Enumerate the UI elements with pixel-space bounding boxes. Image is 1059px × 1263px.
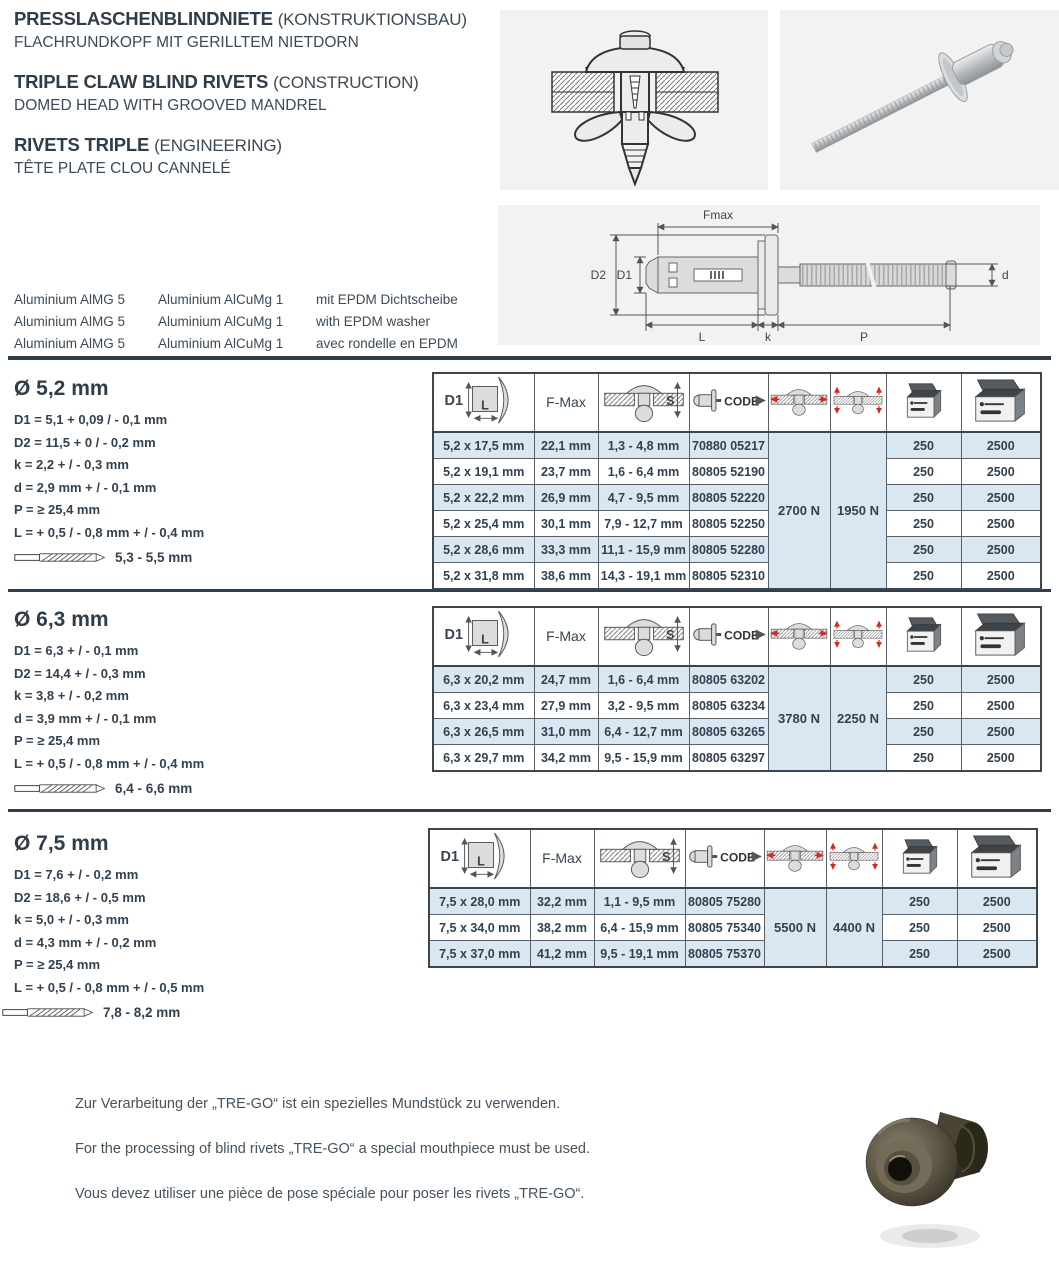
size-cell: 6,3 x 29,7 mm <box>433 745 534 772</box>
grip-cell: 11,1 - 15,9 mm <box>598 537 689 563</box>
tensile-strength-icon <box>832 619 884 649</box>
fmax-cell: 30,1 mm <box>534 511 598 537</box>
spec-line: k = 3,8 + / - 0,2 mm <box>14 688 129 703</box>
table-row <box>433 537 1041 563</box>
shear-strength-icon <box>769 384 829 416</box>
grip-cell: 4,7 - 9,5 mm <box>598 485 689 511</box>
small-box-qty-cell: 250 <box>882 915 957 941</box>
code-cell: 80805 63234 <box>689 693 768 719</box>
large-box-column-header <box>961 373 1041 432</box>
code-cell: 80805 63202 <box>689 666 768 693</box>
tensile-column-header <box>830 373 886 432</box>
large-box-qty-cell: 2500 <box>961 459 1041 485</box>
table-row <box>429 888 1037 915</box>
rivet-table-7-5 <box>428 828 1038 968</box>
small-box-qty-cell: 250 <box>886 432 961 459</box>
drill-bit-icon <box>14 550 106 565</box>
table-row <box>433 432 1041 459</box>
small-box-qty-cell: 250 <box>882 941 957 968</box>
tensile-strength-cell: 2250 N <box>830 666 886 771</box>
spec-line: D2 = 18,6 + / - 0,5 mm <box>14 889 146 905</box>
large-box-icon <box>968 834 1026 879</box>
grip-cell: 6,4 - 15,9 mm <box>594 915 685 941</box>
drill-range-label: 5,3 - 5,5 mm <box>115 550 193 565</box>
large-box-qty-cell: 2500 <box>961 537 1041 563</box>
rivet-table-6-3 <box>432 606 1042 772</box>
drill-range-label: 6,4 - 6,6 mm <box>115 781 193 796</box>
installed-rivet-illustration <box>500 10 768 190</box>
size-cell: 6,3 x 20,2 mm <box>433 666 534 693</box>
section-divider <box>8 809 1051 812</box>
drill-bit-icon <box>14 781 106 796</box>
grip-cell: 14,3 - 19,1 mm <box>598 563 689 590</box>
fmax-cell: 24,7 mm <box>534 666 598 693</box>
size-cell: 5,2 x 22,2 mm <box>433 485 534 511</box>
spec-line: k = 5,0 + / - 0,3 mm <box>14 912 129 927</box>
table-row <box>433 666 1041 693</box>
small-box-column-header <box>886 373 961 432</box>
table-row <box>433 459 1041 485</box>
product-subtitle-en: DOMED HEAD WITH GROOVED MANDREL <box>14 97 327 114</box>
fmax-cell: 23,7 mm <box>534 459 598 485</box>
rivet-table-5-2 <box>432 372 1042 590</box>
section-heading: Ø 5,2 mm <box>14 377 109 400</box>
fmax-cell: 31,0 mm <box>534 719 598 745</box>
section-heading: Ø 7,5 mm <box>14 832 109 855</box>
spec-line: D1 = 7,6 + / - 0,2 mm <box>14 867 139 882</box>
material-cell: avec rondelle en EPDM <box>316 336 458 351</box>
product-title-en-text: TRIPLE CLAW BLIND RIVETS <box>14 71 269 92</box>
code-cell: 70880 05217 <box>689 432 768 459</box>
large-box-column-header <box>957 829 1037 888</box>
shear-column-header <box>768 607 830 666</box>
title-block-french <box>14 134 282 178</box>
code-cell: 80805 75280 <box>685 888 764 915</box>
spec-line: P = ≥ 25,4 mm <box>14 733 101 748</box>
drill-bit-icon <box>2 1005 94 1020</box>
code-cell: 80805 75370 <box>685 941 764 968</box>
code-cell: 80805 63265 <box>689 719 768 745</box>
product-title-en-paren: (CONSTRUCTION) <box>273 73 419 92</box>
note-english: For the processing of blind rivets „TRE-GO“ a special mouthpiece must be used. <box>75 1141 590 1157</box>
spec-line: k = 2,2 + / - 0,3 mm <box>14 457 129 472</box>
code-column-header <box>685 829 764 888</box>
note-german: Zur Verarbeitung der „TRE-GO“ ist ein spezielles Mundstück zu verwenden. <box>75 1096 561 1112</box>
code-cell: 80805 75340 <box>685 915 764 941</box>
spec-line: d = 3,9 mm + / - 0,1 mm <box>14 710 157 726</box>
code-column-header <box>689 607 768 666</box>
material-cell: with EPDM washer <box>316 314 431 329</box>
large-box-qty-cell: 2500 <box>957 888 1037 915</box>
small-box-icon <box>904 616 944 653</box>
fmax-label: F-Max <box>546 627 586 644</box>
large-box-column-header <box>961 607 1041 666</box>
section-specs-6-3 <box>14 608 204 796</box>
spec-line: D2 = 14,4 + / - 0,3 mm <box>14 665 146 681</box>
dimension-column-header <box>433 607 534 666</box>
table-row <box>429 915 1037 941</box>
large-box-qty-cell: 2500 <box>961 563 1041 590</box>
note-french: Vous devez utiliser une pièce de pose spéciale pour poser les rivets „TRE-GO“. <box>75 1186 585 1202</box>
grip-range-column-header <box>598 607 689 666</box>
grip-cell: 1,6 - 6,4 mm <box>598 459 689 485</box>
product-title-en <box>14 71 419 93</box>
size-cell: 7,5 x 37,0 mm <box>429 941 530 968</box>
code-column-header <box>689 373 768 432</box>
mouthpiece-photo <box>848 1086 1013 1256</box>
shear-strength-icon <box>769 618 829 650</box>
diagram-label-l: L <box>698 330 706 344</box>
code-cell: 80805 52220 <box>689 485 768 511</box>
product-title-fr-text: RIVETS TRIPLE <box>14 134 150 155</box>
code-cell: 80805 52310 <box>689 563 768 590</box>
table-row <box>433 485 1041 511</box>
code-cell: 80805 52280 <box>689 537 768 563</box>
grip-cell: 1,3 - 4,8 mm <box>598 432 689 459</box>
product-subtitle-de: FLACHRUNDKOPF MIT GERILLTEM NIETDORN <box>14 34 359 51</box>
small-box-column-header <box>882 829 957 888</box>
dimension-diagram <box>498 205 1040 345</box>
large-box-qty-cell: 2500 <box>961 693 1041 719</box>
table-row <box>433 693 1041 719</box>
diagram-label-p: P <box>859 330 869 344</box>
grip-cell: 3,2 - 9,5 mm <box>598 693 689 719</box>
shear-strength-icon <box>765 840 825 872</box>
fmax-cell: 32,2 mm <box>530 888 594 915</box>
size-cell: 5,2 x 25,4 mm <box>433 511 534 537</box>
spec-line: L = + 0,5 / - 0,8 mm + / - 0,4 mm <box>14 755 205 771</box>
large-box-qty-cell: 2500 <box>957 915 1037 941</box>
table-row <box>433 511 1041 537</box>
grip-range-icon <box>603 377 685 423</box>
fmax-column-header <box>534 373 598 432</box>
fmax-label: F-Max <box>542 849 582 866</box>
product-title-de-text: PRESSLASCHENBLINDNIETE <box>14 8 273 29</box>
diagram-label-k: k <box>765 330 771 344</box>
fmax-cell: 34,2 mm <box>534 745 598 772</box>
grip-range-icon <box>599 833 681 879</box>
shear-column-header <box>764 829 826 888</box>
drill-size-row <box>2 1005 204 1020</box>
material-cell: Aluminium AlMG 5 <box>14 336 126 351</box>
material-cell: Aluminium AlMG 5 <box>14 292 126 307</box>
tensile-column-header <box>830 607 886 666</box>
spec-line: D1 = 5,1 + 0,09 / - 0,1 mm <box>14 412 168 427</box>
spec-line: P = ≥ 25,4 mm <box>14 957 101 972</box>
tensile-strength-cell: 1950 N <box>830 432 886 589</box>
small-box-qty-cell: 250 <box>886 745 961 772</box>
material-cell: Aluminium AlCuMg 1 <box>158 314 284 329</box>
large-box-qty-cell: 2500 <box>961 666 1041 693</box>
spec-line: d = 4,3 mm + / - 0,2 mm <box>14 934 157 950</box>
article-code-icon <box>691 620 767 649</box>
material-cell: mit EPDM Dichtscheibe <box>316 292 458 307</box>
small-box-qty-cell: 250 <box>886 485 961 511</box>
shear-strength-cell: 2700 N <box>768 432 830 589</box>
rivet-photo-drawing <box>780 10 1059 190</box>
small-box-icon <box>904 382 944 419</box>
table-header-row <box>433 607 1041 666</box>
small-box-qty-cell: 250 <box>886 511 961 537</box>
table-row <box>433 719 1041 745</box>
fmax-column-header <box>534 607 598 666</box>
large-box-qty-cell: 2500 <box>961 511 1041 537</box>
grip-range-icon <box>603 611 685 657</box>
large-box-qty-cell: 2500 <box>957 941 1037 968</box>
tensile-strength-cell: 4400 N <box>826 888 882 967</box>
fmax-column-header <box>530 829 594 888</box>
grip-cell: 1,6 - 6,4 mm <box>598 666 689 693</box>
size-cell: 5,2 x 19,1 mm <box>433 459 534 485</box>
size-cell: 7,5 x 28,0 mm <box>429 888 530 915</box>
grip-cell: 9,5 - 15,9 mm <box>598 745 689 772</box>
large-box-qty-cell: 2500 <box>961 485 1041 511</box>
fmax-label: F-Max <box>546 393 586 410</box>
diagram-label-fmax: Fmax <box>703 208 733 222</box>
spec-line: D1 = 6,3 + / - 0,1 mm <box>14 643 139 658</box>
size-cell: 5,2 x 31,8 mm <box>433 563 534 590</box>
spec-line: L = + 0,5 / - 0,8 mm + / - 0,4 mm <box>14 524 205 540</box>
dimension-diagram-drawing <box>498 205 1040 345</box>
title-block-english <box>14 71 419 115</box>
large-box-icon <box>972 378 1030 423</box>
product-title-fr <box>14 134 282 156</box>
fmax-cell: 38,2 mm <box>530 915 594 941</box>
small-box-qty-cell: 250 <box>886 563 961 590</box>
large-box-qty-cell: 2500 <box>961 432 1041 459</box>
tensile-strength-icon <box>828 841 880 871</box>
table-header-row <box>429 829 1037 888</box>
article-code-icon <box>691 386 767 415</box>
small-box-qty-cell: 250 <box>886 666 961 693</box>
rivet-dimension-icon <box>438 830 522 882</box>
small-box-column-header <box>886 607 961 666</box>
fmax-cell: 33,3 mm <box>534 537 598 563</box>
fmax-cell: 41,2 mm <box>530 941 594 968</box>
table-row <box>429 941 1037 968</box>
diagram-label-d1: D1 <box>616 268 632 282</box>
small-box-qty-cell: 250 <box>886 459 961 485</box>
large-box-qty-cell: 2500 <box>961 745 1041 772</box>
size-cell: 5,2 x 17,5 mm <box>433 432 534 459</box>
rivet-product-photo <box>780 10 1059 190</box>
code-cell: 80805 63297 <box>689 745 768 772</box>
diagram-label-d: d <box>1002 268 1009 282</box>
section-specs-5-2 <box>14 377 204 565</box>
grip-range-column-header <box>598 373 689 432</box>
section-heading: Ø 6,3 mm <box>14 608 109 631</box>
drill-range-label: 7,8 - 8,2 mm <box>103 1005 181 1020</box>
rivet-dimension-icon <box>442 608 526 660</box>
shear-strength-cell: 5500 N <box>764 888 826 967</box>
drill-size-row <box>14 550 204 565</box>
large-box-qty-cell: 2500 <box>961 719 1041 745</box>
fmax-cell: 27,9 mm <box>534 693 598 719</box>
tensile-strength-icon <box>832 385 884 415</box>
table-row <box>433 745 1041 772</box>
dimension-column-header <box>429 829 530 888</box>
tensile-column-header <box>826 829 882 888</box>
size-cell: 7,5 x 34,0 mm <box>429 915 530 941</box>
article-code-icon <box>687 842 763 871</box>
grip-cell: 9,5 - 19,1 mm <box>594 941 685 968</box>
size-cell: 6,3 x 26,5 mm <box>433 719 534 745</box>
grip-cell: 7,9 - 12,7 mm <box>598 511 689 537</box>
small-box-qty-cell: 250 <box>886 693 961 719</box>
size-cell: 5,2 x 28,6 mm <box>433 537 534 563</box>
product-title-de <box>14 8 467 30</box>
materials-table <box>14 289 458 355</box>
table-header-row <box>433 373 1041 432</box>
material-cell: Aluminium AlCuMg 1 <box>158 336 284 351</box>
small-box-qty-cell: 250 <box>886 719 961 745</box>
spec-line: D2 = 11,5 + 0 / - 0,2 mm <box>14 434 156 450</box>
drill-size-row <box>14 781 204 796</box>
product-subtitle-fr: TÊTE PLATE CLOU CANNELÉ <box>14 160 231 177</box>
section-divider <box>8 356 1051 360</box>
large-box-icon <box>972 612 1030 657</box>
table-row <box>433 563 1041 590</box>
shear-strength-cell: 3780 N <box>768 666 830 771</box>
small-box-qty-cell: 250 <box>886 537 961 563</box>
spec-line: d = 2,9 mm + / - 0,1 mm <box>14 479 157 495</box>
fmax-cell: 26,9 mm <box>534 485 598 511</box>
code-cell: 80805 52250 <box>689 511 768 537</box>
rivet-dimension-icon <box>442 374 526 426</box>
mouthpiece-drawing <box>848 1086 1013 1256</box>
dimension-column-header <box>433 373 534 432</box>
diagram-label-d2: D2 <box>590 268 606 282</box>
small-box-icon <box>900 838 940 875</box>
installed-rivet-drawing <box>500 10 768 190</box>
material-cell: Aluminium AlCuMg 1 <box>158 292 284 307</box>
material-cell: Aluminium AlMG 5 <box>14 314 126 329</box>
product-title-de-paren: (KONSTRUKTIONSBAU) <box>277 10 467 29</box>
size-cell: 6,3 x 23,4 mm <box>433 693 534 719</box>
shear-column-header <box>768 373 830 432</box>
section-specs-7-5 <box>14 832 204 1020</box>
code-cell: 80805 52190 <box>689 459 768 485</box>
fmax-cell: 22,1 mm <box>534 432 598 459</box>
title-block-german <box>14 8 467 52</box>
spec-line: L = + 0,5 / - 0,8 mm + / - 0,5 mm <box>14 979 205 995</box>
grip-cell: 1,1 - 9,5 mm <box>594 888 685 915</box>
grip-range-column-header <box>594 829 685 888</box>
small-box-qty-cell: 250 <box>882 888 957 915</box>
grip-cell: 6,4 - 12,7 mm <box>598 719 689 745</box>
spec-line: P = ≥ 25,4 mm <box>14 502 101 517</box>
fmax-cell: 38,6 mm <box>534 563 598 590</box>
product-title-fr-paren: (ENGINEERING) <box>154 136 282 155</box>
